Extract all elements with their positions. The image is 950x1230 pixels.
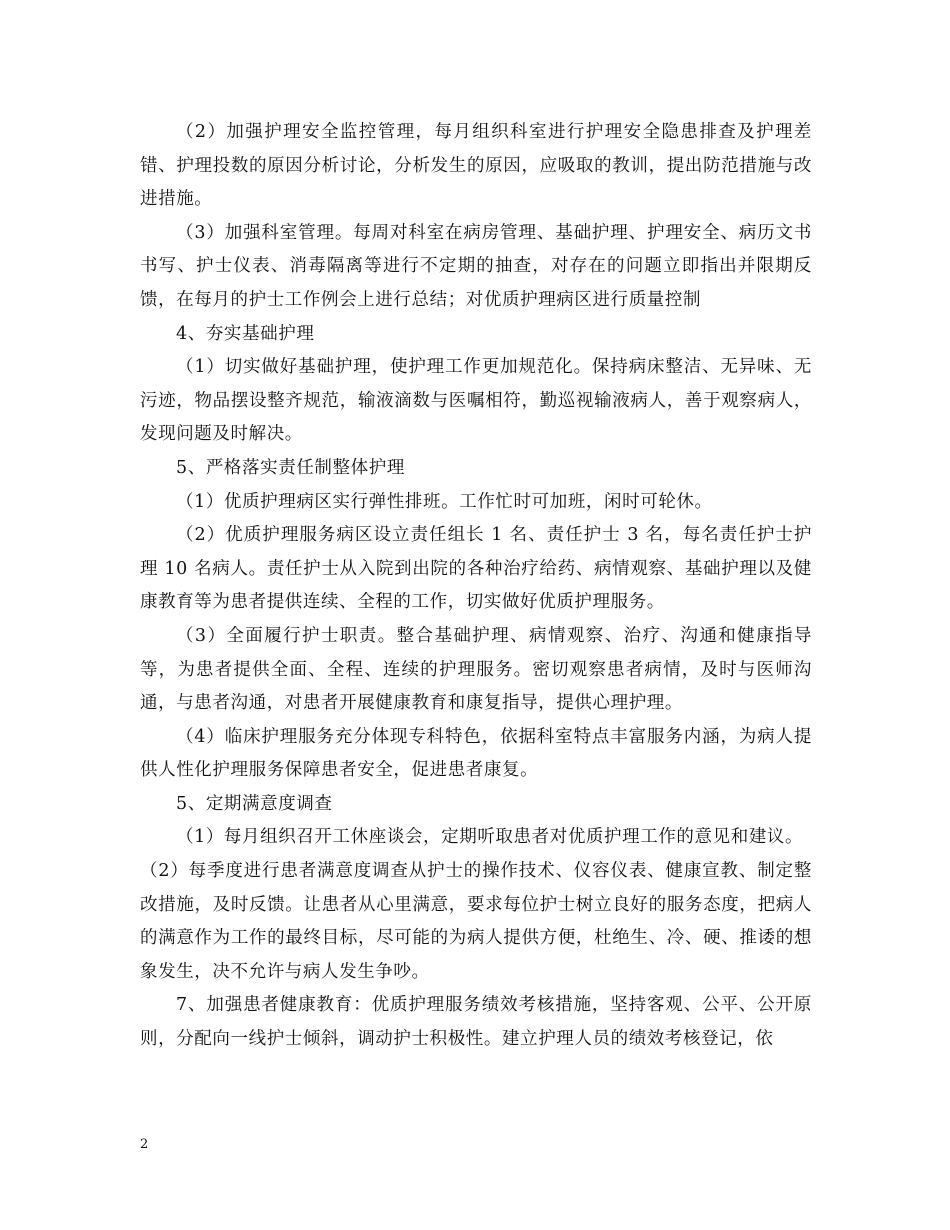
- paragraph: （4）临床护理服务充分体现专科特色，依据科室特点丰富服务内涵，为病人提供人性化护理服务保障患者安全，促进患者康复。: [140, 726, 812, 781]
- paragraph: （1）优质护理病区实行弹性排班。工作忙时可加班，闲时可轮休。: [176, 491, 713, 512]
- page-number: 2: [140, 1137, 149, 1152]
- paragraph: （2）优质护理服务病区设立责任组长 1 名、责任护士 3 名，每名责任护士护理 10 名病人。责任护士从入院到出院的各种治疗给药、病情观察、基础护理以及健康教育等为患者提供连续、全程的工作，切实做好优质护理服务。: [140, 525, 812, 613]
- paragraph: （3）加强科室管理。每周对科室在病房管理、基础护理、护理安全、病历文书书写、护士仪表、消毒隔离等进行不定期的抽查，对存在的问题立即指出并限期反馈，在每月的护士工作例会上进行总结；对优质护理病区进行质量控制: [140, 222, 812, 310]
- document-body: [140, 116, 812, 1057]
- paragraph: （2）每季度进行患者满意度调查从护士的操作技术、仪容仪表、健康宣教、制定整改措施，及时反馈。让患者从心里满意，要求每位护士树立良好的服务态度，把病人的满意作为工作的最终目标，尽可能的为病人提供方便，杜绝生、冷、硬、推诿的想象发生，决不允许与病人发生争吵。: [140, 861, 812, 982]
- section-heading: 5、定期满意度调查: [176, 793, 333, 814]
- paragraph: （1）每月组织召开工休座谈会，定期听取患者对优质护理工作的意见和建议。: [176, 827, 804, 848]
- paragraph: 7、加强患者健康教育：优质护理服务绩效考核措施，坚持客观、公平、公开原则，分配向一线护士倾斜，调动护士积极性。建立护理人员的绩效考核登记，依: [140, 995, 812, 1050]
- paragraph: （2）加强护理安全监控管理，每月组织科室进行护理安全隐患排查及护理差错、护理投数的原因分析讨论，分析发生的原因，应吸取的教训，提出防范措施与改进措施。: [140, 122, 812, 210]
- paragraph: （3）全面履行护士职责。整合基础护理、病情观察、治疗、沟通和健康指导等，为患者提供全面、全程、连续的护理服务。密切观察患者病情，及时与医师沟通，与患者沟通，对患者开展健康教育和康复指导，提供心理护理。: [140, 625, 812, 714]
- paragraph: （1）切实做好基础护理，使护理工作更加规范化。保持病床整洁、无异味、无污迹，物品摆设整齐规范，输液滴数与医嘱相符，勤巡视输液病人，善于观察病人，发现问题及时解决。: [140, 357, 812, 445]
- section-heading: 4、夯实基础护理: [176, 323, 315, 344]
- section-heading: 5、严格落实责任制整体护理: [176, 457, 405, 478]
